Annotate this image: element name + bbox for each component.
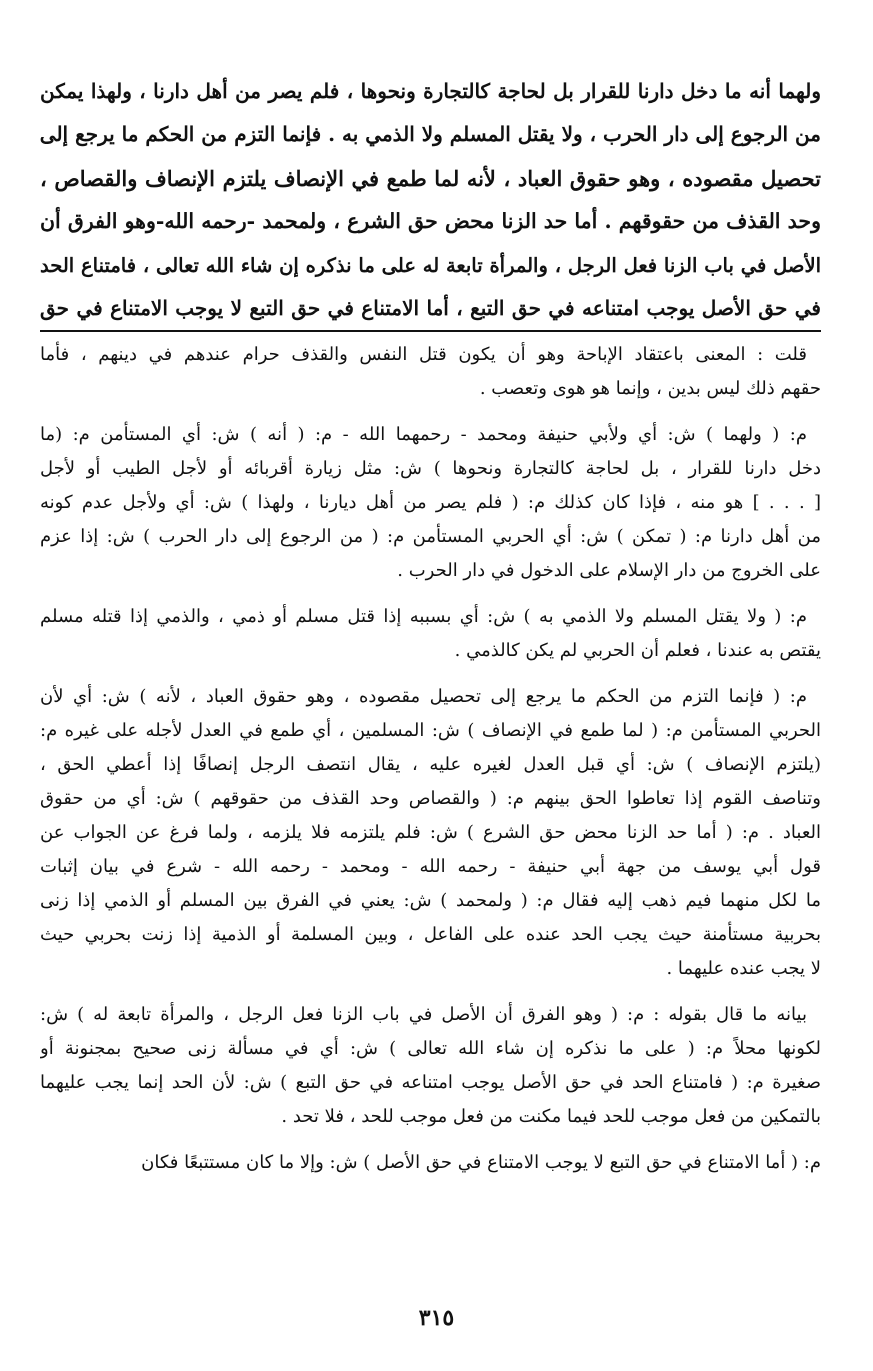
commentary-line: صغيرة م: ( فامتناع الحد في حق الأصل يوجب امتناعه في حق التبع ) ش: لأن الحد إنما يجب عليهما	[40, 1072, 821, 1093]
commentary-line: وتناصف القوم إذا تعاطوا الحق بينهم م: ( والقصاص وحد القذف من حقوقهم ) ش: أي من حقوق	[40, 788, 821, 809]
commentary-line: الحربي المستأمن م: ( لما طمع في الإنصاف ) ش: المسلمين ، أي طمع في العدل لأجله على غيره م:	[40, 720, 821, 741]
commentary-line: بحربية مستأمنة حيث يجب الحد عنده على الفاعل ، وبين المسلمة أو الذمية إذا زنت بحربي حيث	[40, 924, 821, 945]
commentary-line: قلت : المعنى باعتقاد الإباحة وهو أن يكون قتل النفس والقذف حرام عندهم في دينهم ، فأما	[40, 344, 807, 365]
main-text	[40, 70, 821, 330]
commentary-paragraph	[40, 680, 821, 986]
commentary-line: م: ( ولهما ) ش: أي ولأبي حنيفة ومحمد - رحمهما الله - م: ( أنه ) ش: أي المستأمن م: (ما	[40, 424, 807, 445]
commentary-paragraph	[40, 1146, 821, 1180]
commentary-line: العباد . م: ( أما حد الزنا محض حق الشرع ) ش: فلم يلتزمه فلا يلزمه ، ولما فرغ عن الجواب عن	[40, 822, 821, 843]
main-text-line: تحصيل مقصوده ، وهو حقوق العباد ، لأنه لما طمع في الإنصاف يلتزم الإنصاف والقصاص ،	[40, 165, 821, 191]
commentary-line: يقتص به عندنا ، فعلم أن الحربي لم يكن كالذمي .	[454, 640, 821, 661]
commentary-section	[40, 338, 821, 1192]
commentary-line: دخل دارنا للقرار ، بل لحاجة كالتجارة ونحوها ) ش: مثل زيارة أقربائه أو لأجل الطيب أو لأجل	[40, 458, 821, 479]
commentary-line: لا يجب عنده عليهما .	[666, 958, 821, 979]
commentary-line: ما لكل منهما فيم ذهب إليه فقال م: ( ولمحمد ) ش: يعني في الفرق بين المسلم أو الذمي إذا زنى	[40, 890, 821, 911]
commentary-line: لكونها محلاً م: ( على ما نذكره إن شاء الله تعالى ) ش: أي في مسألة زنى صحيح بمجنونة أو	[40, 1038, 821, 1059]
commentary-line: (يلتزم الإنصاف ) ش: أي قبل العدل لغيره عليه ، يقال انتصف الرجل إنصافًا إذا أعطي الحق ،	[40, 754, 821, 775]
footnote-divider	[40, 330, 821, 332]
commentary-line: [ . . . ] هو منه ، فإذا كان كذلك م: ( فلم يصر من أهل ديارنا ، ولهذا ) ش: أي ولأجل عدم كونه	[40, 492, 821, 513]
commentary-line: م: ( فإنما التزم من الحكم ما يرجع إلى تحصيل مقصوده ، وهو حقوق العباد ، لأنه ) ش: أي لأن	[40, 686, 807, 707]
commentary-paragraph	[40, 600, 821, 668]
page-number: ٣١٥	[418, 1305, 455, 1331]
main-text-line: من الرجوع إلى دار الحرب ، ولا يقتل المسلم ولا الذمي به . فإنما التزم من الحكم ما يرجع إلى	[40, 122, 821, 147]
main-text-line: في حق الأصل يوجب امتناعه في حق التبع ، أما الامتناع في حق التبع لا يوجب الامتناع في حق	[40, 296, 821, 321]
commentary-line: حقهم ذلك ليس بدين ، وإنما هو هوى وتعصب .	[479, 378, 821, 399]
main-text-line: وحد القذف من حقوقهم . أما حد الزنا محض حق الشرع ، ولمحمد -رحمه الله-وهو الفرق أن	[40, 209, 821, 234]
commentary-paragraph	[40, 418, 821, 588]
main-text-line: ولهما أنه ما دخل دارنا للقرار بل لحاجة كالتجارة ونحوها ، فلم يصر من أهل دارنا ، ولهذا يمكن	[40, 79, 821, 103]
commentary-line: م: ( أما الامتناع في حق التبع لا يوجب الامتناع في حق الأصل ) ش: وإلا ما كان مستتبعًا فكان	[141, 1152, 821, 1173]
main-text-line: الأصل في باب الزنا فعل الرجل ، والمرأة تابعة له على ما نذكره إن شاء الله تعالى ، فامتناع الحد	[40, 253, 821, 277]
commentary-paragraph	[40, 338, 821, 406]
commentary-paragraph	[40, 998, 821, 1134]
commentary-line: قول أبي يوسف من جهة أبي حنيفة - رحمه الله - ومحمد - رحمه الله - شرع في بيان إثبات	[40, 856, 821, 877]
commentary-line: من أهل دارنا م: ( تمكن ) ش: أي الحربي المستأمن م: ( من الرجوع إلى دار الحرب ) ش: إذا عزم	[40, 526, 821, 547]
commentary-line: م: ( ولا يقتل المسلم ولا الذمي به ) ش: أي بسببه إذا قتل مسلم أو ذمي ، والذمي إذا قتله مسلم	[40, 606, 807, 627]
commentary-line: على الخروج من دار الإسلام على الدخول في دار الحرب .	[397, 560, 821, 581]
commentary-line: بيانه ما قال بقوله : م: ( وهو الفرق أن الأصل في باب الزنا فعل الرجل ، والمرأة تابعة له ) ش:	[40, 1004, 807, 1025]
commentary-line: بالتمكين من فعل موجب للحد فيما مكنت من فعل موجب للحد ، فلا تحد .	[281, 1106, 821, 1127]
